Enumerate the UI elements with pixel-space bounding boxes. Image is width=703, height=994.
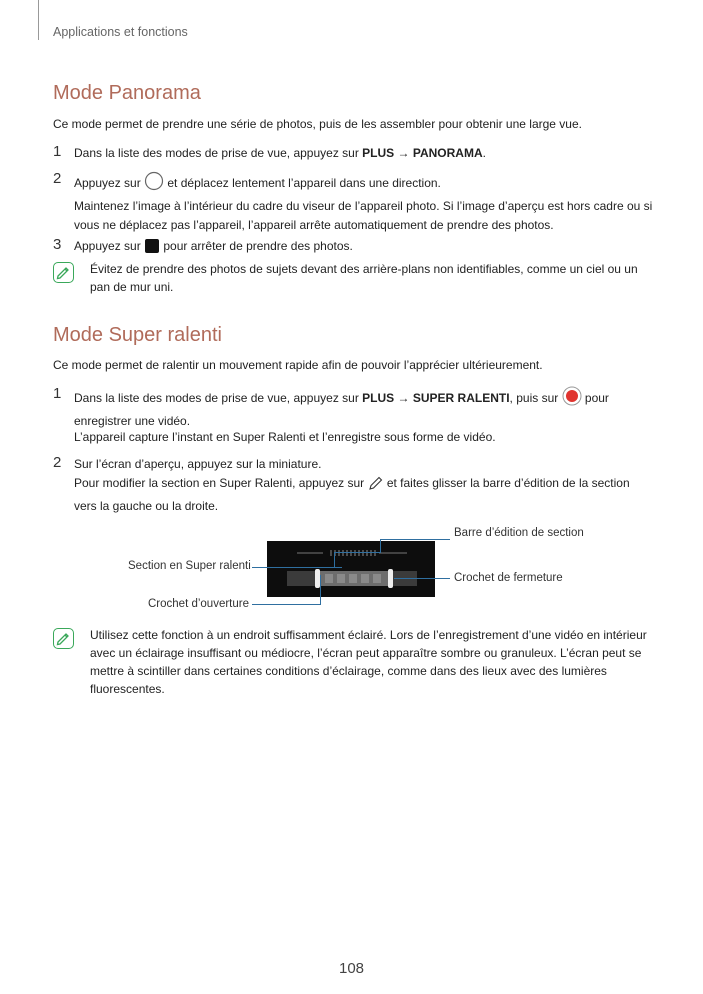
- callout-slowmo-section: Section en Super ralenti: [128, 560, 251, 572]
- page-number: 108: [338, 960, 365, 977]
- record-button-icon: [562, 386, 582, 412]
- menu-panorama: PANORAMA: [412, 146, 483, 160]
- step-text: et faites glisser la barre d’édition de la section vers la gauche ou la droite.: [74, 476, 630, 513]
- edit-pencil-icon: [368, 475, 384, 497]
- panorama-step2-number: 2: [53, 170, 62, 187]
- callout-line: [334, 552, 335, 568]
- slowmo-step1-number: 1: [53, 385, 62, 402]
- header-rule: [38, 0, 39, 40]
- slowmo-step1: [74, 386, 654, 431]
- callout-line: [380, 539, 450, 540]
- step-text: Appuyez sur: [74, 176, 145, 190]
- callout-line: [334, 552, 381, 553]
- callout-section-bar: Barre d’édition de section: [454, 527, 584, 539]
- step-text: pour arrêter de prendre des photos.: [160, 239, 353, 253]
- arrow: →: [394, 391, 413, 405]
- panorama-step3-number: 3: [53, 236, 62, 253]
- step-text: .: [482, 146, 486, 160]
- step-text: Dans la liste des modes de prise de vue, appuyez sur: [74, 146, 363, 160]
- callout-opening-bracket: Crochet d’ouverture: [148, 598, 249, 610]
- menu-plus: PLUS: [362, 391, 395, 405]
- step-text: Pour modifier la section en Super Ralenti, appuyez sur: [74, 476, 368, 490]
- menu-plus: PLUS: [362, 146, 395, 160]
- slowmo-intro: Ce mode permet de ralentir un mouvement rapide afin de pouvoir l’apprécier ultérieurement.: [53, 358, 543, 372]
- slowmo-step2-number: 2: [53, 454, 62, 471]
- callout-line: [380, 539, 381, 552]
- note-icon: [53, 628, 74, 649]
- slowmo-title: Mode Super ralenti: [53, 324, 222, 346]
- callout-line: [252, 604, 321, 605]
- slowmo-edit-screenshot: [267, 541, 435, 597]
- step-text: Appuyez sur: [74, 239, 145, 253]
- slowmo-note: Utilisez cette fonction à un endroit suffisamment éclairé. Lors de l’enregistrement d’une vidéo en intérieur avec un éclairage insuffisant ou médiocre, l’écran peut apparaître sombre ou granuleux. L’écran peut se mettre à scintiller dans certaines conditions d’éclairage, comme dans des lieux avec des lumières fluorescentes.: [90, 628, 647, 696]
- slowmo-step1-detail: L’appareil capture l’instant en Super Ralenti et l’enregistre sous forme de vidéo.: [74, 430, 496, 444]
- callout-line: [252, 567, 342, 568]
- step-text: Dans la liste des modes de prise de vue, appuyez sur: [74, 391, 363, 405]
- callout-closing-bracket: Crochet de fermeture: [454, 572, 563, 584]
- step-text: Sur l’écran d’aperçu, appuyez sur la miniature.: [74, 457, 322, 471]
- panorama-step1-number: 1: [53, 143, 62, 160]
- menu-super-ralenti: SUPER RALENTI: [412, 391, 510, 405]
- note-icon: [53, 262, 74, 283]
- slowmo-step2: [74, 455, 654, 516]
- panorama-intro: Ce mode permet de prendre une série de photos, puis de les assembler pour obtenir une large vue.: [53, 117, 582, 131]
- step-detail: Maintenez l’image à l’intérieur du cadre du viseur de l’appareil photo. Si l’image d’aperçu est hors cadre ou si vous ne déplacez pas l’appareil, l’appareil arrête automatiquement de prendre des photos.: [74, 199, 653, 232]
- stop-button-icon: [144, 238, 160, 260]
- panorama-step2: [74, 171, 654, 235]
- panorama-step3: [74, 237, 654, 260]
- arrow: →: [394, 146, 413, 160]
- callout-line: [394, 578, 450, 579]
- callout-line: [320, 575, 321, 605]
- shutter-button-icon: [144, 171, 164, 197]
- panorama-note: Évitez de prendre des photos de sujets devant des arrière-plans non identifiables, comme un ciel ou un pan de mur uni.: [90, 262, 638, 294]
- panorama-step1: [74, 144, 654, 163]
- section-header: Applications et fonctions: [53, 25, 188, 39]
- panorama-title: Mode Panorama: [53, 82, 201, 104]
- step-text: et déplacez lentement l’appareil dans une direction.: [164, 176, 441, 190]
- step-text: , puis sur: [509, 391, 562, 405]
- step-text: pour enregistrer une vidéo.: [74, 391, 609, 428]
